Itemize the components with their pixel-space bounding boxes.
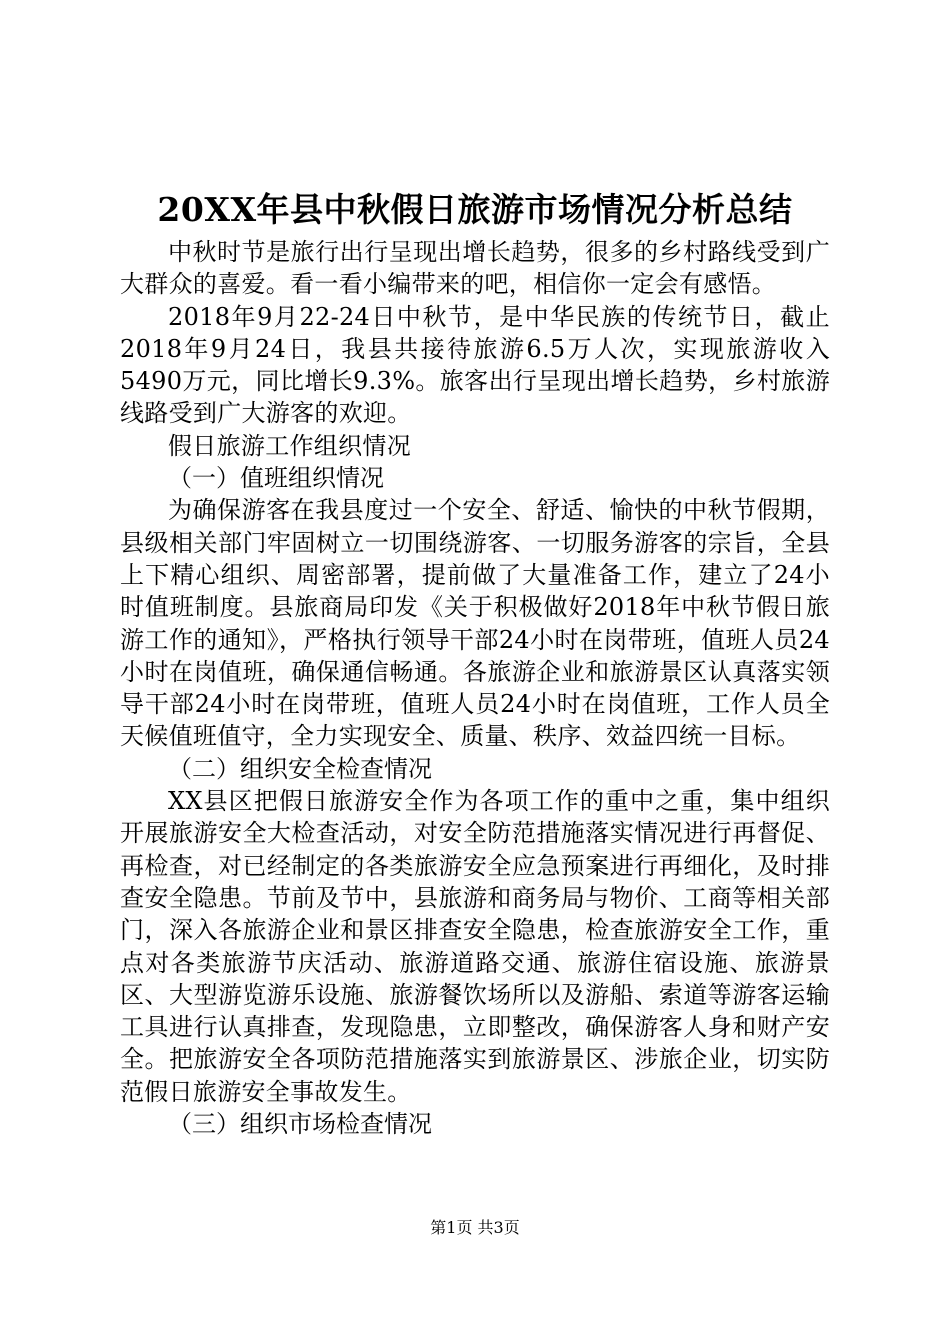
summary-paragraph: 2018年9月22-24日中秋节，是中华民族的传统节日，截止2018年9月24日，我县共接待旅游6.5万人次，实现旅游收入5490万元，同比增长9.3%。旅客出行呈现出增长趋势，乡村旅游线路受到广大游客的欢迎。 bbox=[120, 302, 830, 428]
subsection-heading-market: （三）组织市场检查情况 bbox=[168, 1110, 432, 1139]
safety-paragraph: XX县区把假日旅游安全作为各项工作的重中之重，集中组织开展旅游安全大检查活动，对安全防范措施落实情况进行再督促、再检查，对已经制定的各类旅游安全应急预案进行再细化，及时排查安全隐患。节前及节中，县旅游和商务局与物价、工商等相关部门，深入各旅游企业和景区排查安全隐患，检查旅游安全工作，重点对各类旅游节庆活动、旅游道路交通、旅游住宿设施、旅游景区、大型游览游乐设施、旅游餐饮场所以及游船、索道等游客运输工具进行认真排查，发现隐患，立即整改，确保游客人身和财产安全。把旅游安全各项防范措施落实到旅游景区、涉旅企业，切实防范假日旅游安全事故发生。 bbox=[120, 787, 830, 1106]
subsection-heading-duty: （一）值班组织情况 bbox=[168, 464, 384, 493]
section-heading-organization: 假日旅游工作组织情况 bbox=[168, 431, 411, 460]
page-footer: 第1页 共3页 bbox=[430, 1218, 520, 1237]
subsection-heading-safety: （二）组织安全检查情况 bbox=[168, 754, 432, 783]
document-title: 20XX年县中秋假日旅游市场情况分析总结 bbox=[157, 190, 793, 229]
intro-paragraph: 中秋时节是旅行出行呈现出增长趋势，很多的乡村路线受到广大群众的喜爱。看一看小编带来的吧，相信你一定会有感悟。 bbox=[120, 238, 830, 299]
duty-paragraph: 为确保游客在我县度过一个安全、舒适、愉快的中秋节假期，县级相关部门牢固树立一切围绕游客、一切服务游客的宗旨，全县上下精心组织、周密部署，提前做了大量准备工作，建立了24小时值班制度。县旅商局印发《关于积极做好2018年中秋节假日旅游工作的通知》，严格执行领导干部24小时在岗带班，值班人员24小时在岗值班，确保通信畅通。各旅游企业和旅游景区认真落实领导干部24小时在岗带班，值班人员24小时在岗值班，工作人员全天候值班值守，全力实现安全、质量、秩序、效益四统一目标。 bbox=[120, 496, 830, 751]
document-body bbox=[120, 236, 830, 1140]
